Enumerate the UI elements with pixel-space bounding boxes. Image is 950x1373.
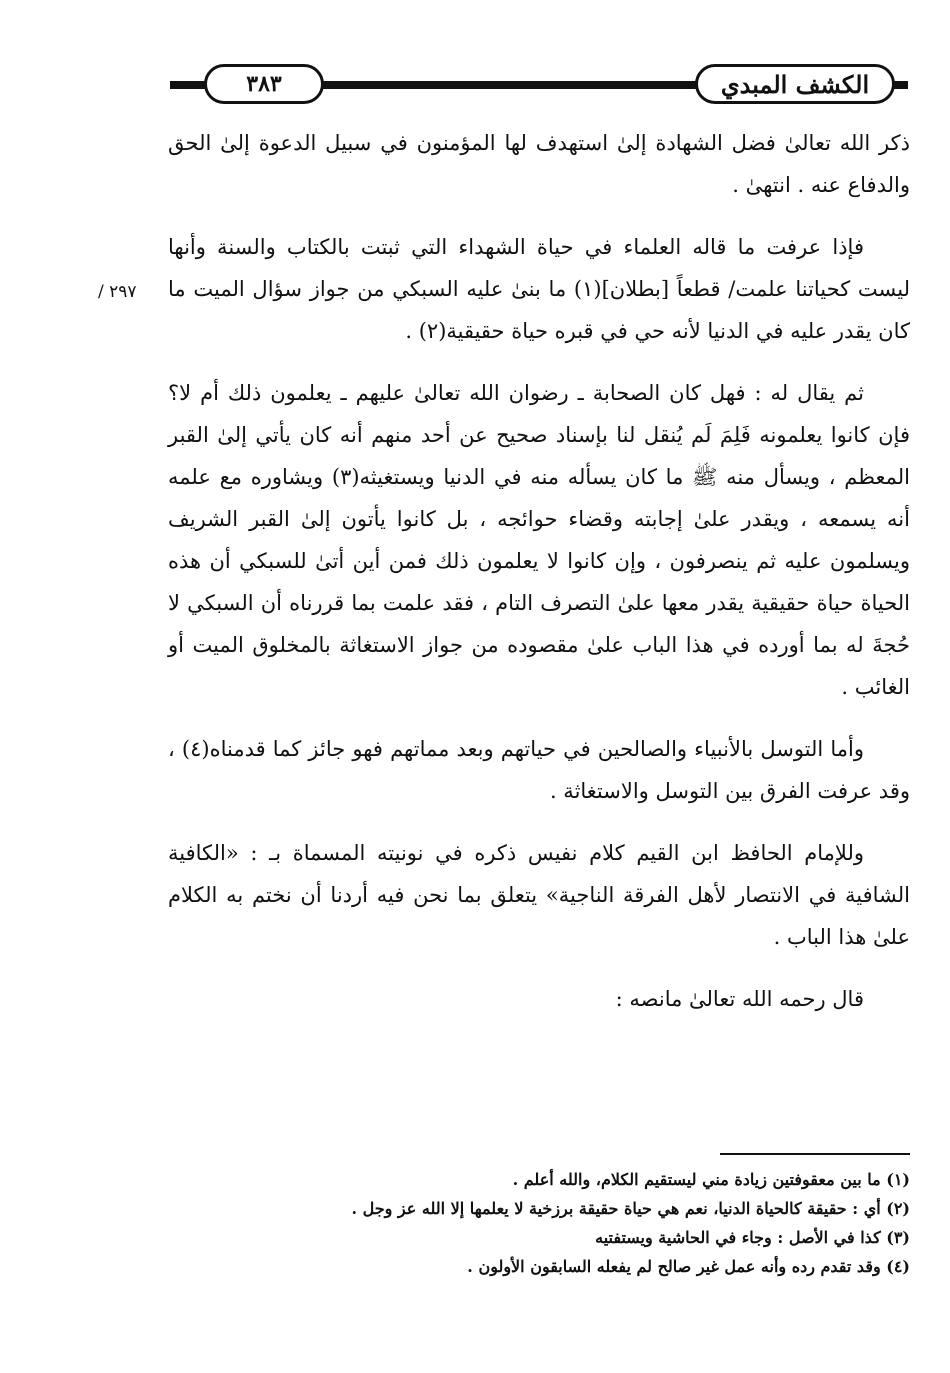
- page-number: ٣٨٣: [204, 64, 324, 104]
- paragraph: وللإمام الحافظ ابن القيم كلام نفيس ذكره في نونيته المسماة بـ : «الكافية الشافية في الانتصار لأهل الفرقة الناجية» يتعلق بما نحن فيه أردنا أن نختم به الكلام علىٰ هذا الباب .: [168, 841, 910, 949]
- footnote: (٣) كذا في الأصل : وجاء في الحاشية ويستفتيه: [595, 1228, 910, 1247]
- footnote: (٢) أي : حقيقة كالحياة الدنيا، نعم هي حياة حقيقة برزخية لا يعلمها إلا الله عز وجل .: [351, 1199, 910, 1218]
- paragraph: ثم يقال له : فهل كان الصحابة ـ رضوان الله تعالىٰ عليهم ـ يعلمون ذلك أم لا؟ فإن كانوا يعلمونه فَلِمَ لَم يُنقل لنا بإسناد صحيح عن أحد منهم أنه كان يأتي إلىٰ القبر المعظم ، ويسأل منه ﷺ ما كان يسأله منه في الدنيا ويستغيثه(٣) ويشاوره مع علمه أنه يسمعه ، ويقدر علىٰ إجابته وقضاء حوائجه ، بل كانوا يأتون إلىٰ القبر الشريف ويسلمون عليه ثم ينصرفون ، وإن كانوا لا يعلمون ذلك فمن أين أتىٰ للسبكي أن هذه الحياة حياة حقيقية يقدر معها علىٰ التصرف التام ، فقد علمت بما قررناه أن السبكي لا حُجةَ له بما أورده في هذا الباب علىٰ مقصوده من جواز الاستغاثة بالمخلوق الميت أو الغائب .: [168, 381, 910, 699]
- main-text: [168, 122, 910, 1040]
- paragraph: ذكر الله تعالىٰ فضل الشهادة إلىٰ استهدف لها المؤمنون في سبيل الدعوة إلىٰ الحق والدفاع عنه . انتهىٰ .: [168, 131, 910, 197]
- margin-folio-note: ٢٩٧ /: [98, 282, 137, 302]
- paragraph: فإذا عرفت ما قاله العلماء في حياة الشهداء التي ثبتت بالكتاب والسنة وأنها ليست كحياتنا علمت/ قطعاً [بطلان](١) ما بنىٰ عليه السبكي من جواز سؤال الميت ما كان يقدر عليه في الدنيا لأنه حي في قبره حياة حقيقية(٢) .: [168, 235, 911, 343]
- footnote: (٤) وقد تقدم رده وأنه عمل غير صالح لم يفعله السابقون الأولون .: [467, 1257, 910, 1276]
- footnote-divider: [720, 1153, 910, 1155]
- page-header: [170, 64, 908, 110]
- footnote: (١) ما بين معقوفتين زيادة مني ليستقيم الكلام، والله أعلم .: [512, 1170, 910, 1189]
- footnotes: [168, 1165, 910, 1281]
- paragraph: وأما التوسل بالأنبياء والصالحين في حياتهم وبعد مماتهم فهو جائز كما قدمناه(٤) ، وقد عرفت الفرق بين التوسل والاستغاثة .: [168, 737, 910, 803]
- paragraph: قال رحمه الله تعالىٰ مانصه :: [615, 987, 864, 1011]
- book-title: الكشف المبدي: [695, 64, 895, 104]
